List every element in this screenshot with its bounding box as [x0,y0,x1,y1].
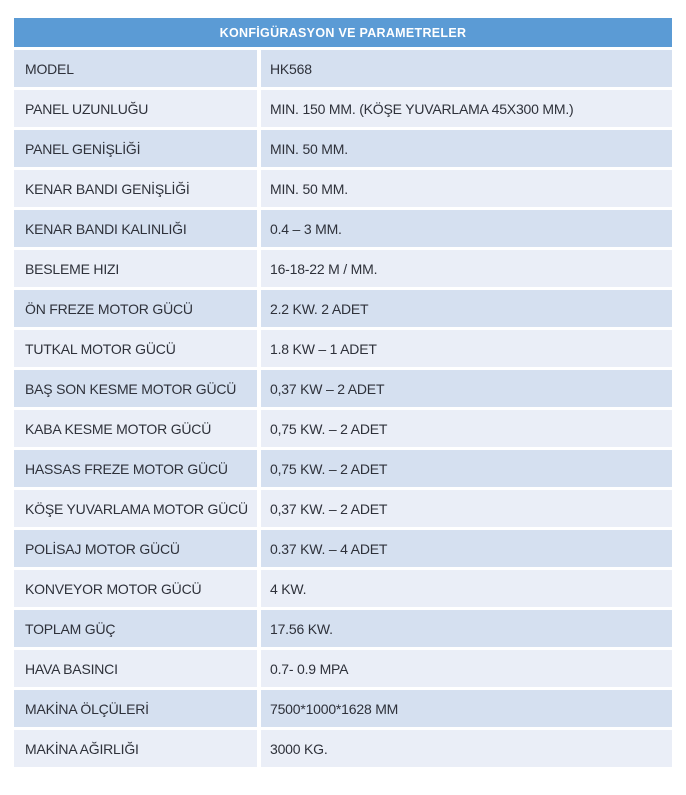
spec-label: HASSAS FREZE MOTOR GÜCÜ [14,450,257,487]
spec-table-body [14,50,672,767]
table-row [14,690,672,727]
spec-value: MIN. 150 MM. (KÖŞE YUVARLAMA 45X300 MM.) [261,90,672,127]
spec-label: KABA KESME MOTOR GÜCÜ [14,410,257,447]
table-row [14,610,672,647]
spec-label: MODEL [14,50,257,87]
table-row [14,130,672,167]
table-title-bar [14,18,672,47]
spec-label: BAŞ SON KESME MOTOR GÜCÜ [14,370,257,407]
spec-label: HAVA BASINCI [14,650,257,687]
spec-value: 1.8 KW – 1 ADET [261,330,672,367]
spec-label: KENAR BANDI KALINLIĞI [14,210,257,247]
table-row [14,210,672,247]
spec-label: TUTKAL MOTOR GÜCÜ [14,330,257,367]
table-row [14,50,672,87]
spec-value: 0.37 KW. – 4 ADET [261,530,672,567]
spec-value: MIN. 50 MM. [261,170,672,207]
spec-value: 0.7- 0.9 MPA [261,650,672,687]
spec-label: MAKİNA AĞIRLIĞI [14,730,257,767]
table-row [14,410,672,447]
table-row [14,490,672,527]
spec-value: 17.56 KW. [261,610,672,647]
spec-label: BESLEME HIZI [14,250,257,287]
spec-label: KONVEYOR MOTOR GÜCÜ [14,570,257,607]
spec-label: PANEL UZUNLUĞU [14,90,257,127]
spec-label: ÖN FREZE MOTOR GÜCÜ [14,290,257,327]
spec-label: POLİSAJ MOTOR GÜCÜ [14,530,257,567]
table-row [14,570,672,607]
table-title: KONFİGÜRASYON VE PARAMETRELER [219,25,467,40]
table-row [14,170,672,207]
spec-label: KENAR BANDI GENİŞLİĞİ [14,170,257,207]
spec-value: 4 KW. [261,570,672,607]
spec-value: 0.4 – 3 MM. [261,210,672,247]
table-row [14,250,672,287]
spec-value: MIN. 50 MM. [261,130,672,167]
table-row [14,450,672,487]
table-row [14,530,672,567]
table-row [14,650,672,687]
table-row [14,370,672,407]
spec-label: PANEL GENİŞLİĞİ [14,130,257,167]
spec-value: 0,37 KW. – 2 ADET [261,490,672,527]
table-row [14,330,672,367]
spec-label: KÖŞE YUVARLAMA MOTOR GÜCÜ [14,490,257,527]
spec-value: 0,75 KW. – 2 ADET [261,450,672,487]
spec-value: 2.2 KW. 2 ADET [261,290,672,327]
table-row [14,730,672,767]
spec-value: 3000 KG. [261,730,672,767]
spec-value: 16-18-22 M / MM. [261,250,672,287]
spec-label: MAKİNA ÖLÇÜLERİ [14,690,257,727]
spec-value: 7500*1000*1628 MM [261,690,672,727]
spec-table [14,18,672,770]
table-row [14,290,672,327]
spec-label: TOPLAM GÜÇ [14,610,257,647]
spec-value: 0,75 KW. – 2 ADET [261,410,672,447]
table-row [14,90,672,127]
spec-value: HK568 [261,50,672,87]
spec-value: 0,37 KW – 2 ADET [261,370,672,407]
